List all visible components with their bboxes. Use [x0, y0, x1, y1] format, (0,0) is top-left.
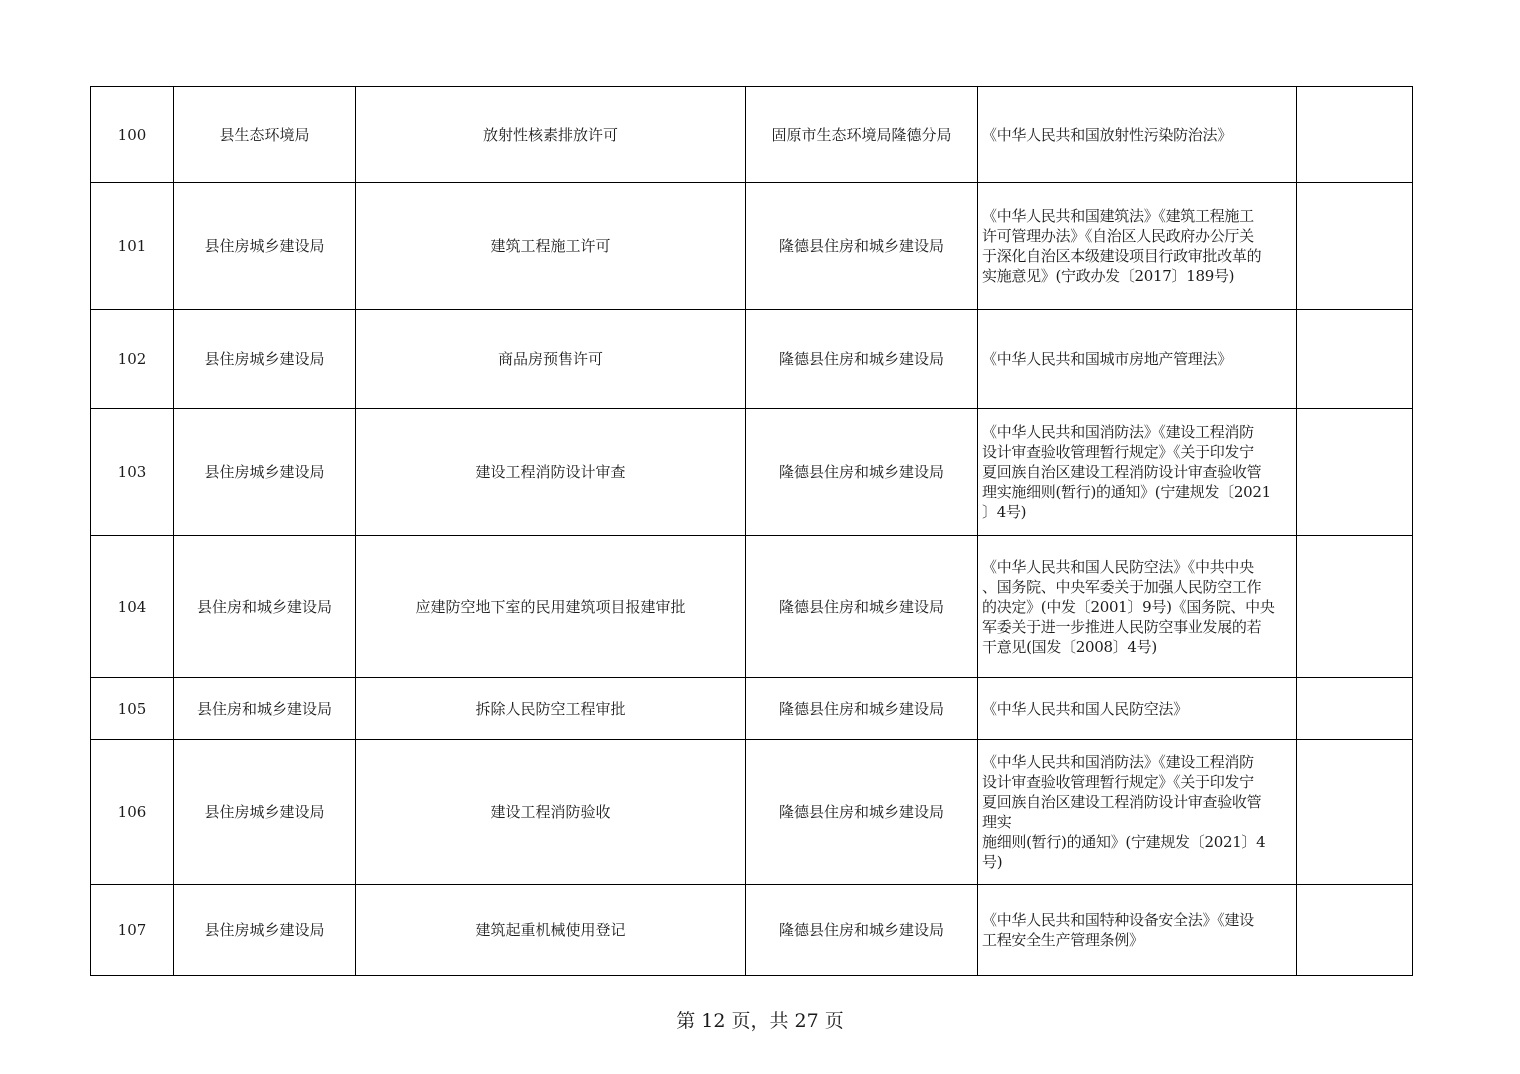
legal-basis-line: 干意见(国发〔2008〕4号) — [982, 637, 1157, 656]
remark-cell — [1297, 409, 1413, 536]
row-number-cell: 104 — [91, 536, 174, 678]
legal-basis-cell — [978, 87, 1297, 183]
legal-basis-line: 理实 — [982, 813, 1012, 831]
legal-basis-line: 理实施细则(暂行)的通知》(宁建规发〔2021 — [982, 483, 1271, 501]
remark-cell — [1297, 87, 1413, 183]
table-row — [91, 536, 1413, 678]
legal-basis-cell — [978, 536, 1297, 678]
permit-item-cell: 建筑起重机械使用登记 — [356, 885, 746, 976]
legal-basis-line: 《中华人民共和国建筑法》《建筑工程施工 — [982, 207, 1254, 225]
authority-cell: 隆德县住房和城乡建设局 — [746, 740, 978, 885]
department-cell: 县住房城乡建设局 — [174, 183, 356, 310]
legal-basis-line: 《中华人民共和国消防法》《建设工程消防 — [982, 753, 1254, 771]
legal-basis-line: 、国务院、中央军委关于加强人民防空工作 — [982, 577, 1262, 596]
legal-basis-cell — [978, 409, 1297, 536]
table-row — [91, 885, 1413, 976]
legal-basis-line: 施细则(暂行)的通知》(宁建规发〔2021〕4 — [982, 833, 1266, 851]
permit-item-cell: 商品房预售许可 — [356, 310, 746, 409]
permit-item-cell: 应建防空地下室的民用建筑项目报建审批 — [356, 536, 746, 678]
permit-item-cell: 建设工程消防验收 — [356, 740, 746, 885]
row-number-cell: 103 — [91, 409, 174, 536]
remark-cell — [1297, 885, 1413, 976]
table-row — [91, 409, 1413, 536]
legal-basis-line: 〕4号) — [982, 503, 1027, 521]
legal-basis-line: 《中华人民共和国特种设备安全法》《建设 — [982, 911, 1254, 929]
authority-cell: 隆德县住房和城乡建设局 — [746, 310, 978, 409]
table-row — [91, 740, 1413, 885]
permit-item-cell: 放射性核素排放许可 — [356, 87, 746, 183]
row-number-cell: 105 — [91, 678, 174, 740]
legal-basis-line: 《中华人民共和国放射性污染防治法》 — [982, 125, 1232, 144]
row-number-cell: 102 — [91, 310, 174, 409]
legal-basis-line: 于深化自治区本级建设项目行政审批改革的 — [982, 247, 1262, 265]
authority-cell: 隆德县住房和城乡建设局 — [746, 678, 978, 740]
row-number-cell: 101 — [91, 183, 174, 310]
remark-cell — [1297, 310, 1413, 409]
remark-cell — [1297, 740, 1413, 885]
authority-cell: 隆德县住房和城乡建设局 — [746, 536, 978, 678]
authority-cell: 隆德县住房和城乡建设局 — [746, 885, 978, 976]
table-row — [91, 87, 1413, 183]
legal-basis-line: 《中华人民共和国消防法》《建设工程消防 — [982, 423, 1254, 441]
department-cell: 县住房城乡建设局 — [174, 885, 356, 976]
legal-basis-line: 《中华人民共和国人民防空法》《中共中央 — [982, 557, 1254, 576]
page-footer: 第 12 页，共 27 页 — [676, 1010, 844, 1032]
department-cell: 县住房和城乡建设局 — [174, 678, 356, 740]
table-row — [91, 183, 1413, 310]
legal-basis-line: 号) — [982, 853, 1003, 871]
authority-cell: 固原市生态环境局隆德分局 — [746, 87, 978, 183]
authority-cell: 隆德县住房和城乡建设局 — [746, 183, 978, 310]
legal-basis-cell — [978, 678, 1297, 740]
department-cell: 县住房城乡建设局 — [174, 409, 356, 536]
department-cell: 县住房城乡建设局 — [174, 310, 356, 409]
legal-basis-line: 设计审查验收管理暂行规定》《关于印发宁 — [982, 773, 1254, 791]
legal-basis-line: 实施意见》(宁政办发〔2017〕189号) — [982, 267, 1235, 285]
legal-basis-line: 《中华人民共和国城市房地产管理法》 — [982, 350, 1232, 368]
permit-item-cell: 建设工程消防设计审查 — [356, 409, 746, 536]
department-cell: 县生态环境局 — [174, 87, 356, 183]
table-row — [91, 678, 1413, 740]
legal-basis-cell — [978, 183, 1297, 310]
legal-basis-line: 夏回族自治区建设工程消防设计审查验收管 — [982, 793, 1262, 811]
remark-cell — [1297, 183, 1413, 310]
remark-cell — [1297, 536, 1413, 678]
legal-basis-line: 军委关于进一步推进人民防空事业发展的若 — [982, 617, 1262, 636]
remark-cell — [1297, 678, 1413, 740]
legal-basis-line: 设计审查验收管理暂行规定》《关于印发宁 — [982, 443, 1254, 461]
authority-cell: 隆德县住房和城乡建设局 — [746, 409, 978, 536]
legal-basis-cell — [978, 310, 1297, 409]
permit-item-cell: 拆除人民防空工程审批 — [356, 678, 746, 740]
legal-basis-cell — [978, 740, 1297, 885]
legal-basis-line: 的决定》(中发〔2001〕9号)《国务院、中央 — [982, 597, 1275, 616]
legal-basis-line: 夏回族自治区建设工程消防设计审查验收管 — [982, 463, 1262, 481]
table-row — [91, 310, 1413, 409]
legal-basis-cell — [978, 885, 1297, 976]
row-number-cell: 107 — [91, 885, 174, 976]
permit-item-cell: 建筑工程施工许可 — [356, 183, 746, 310]
row-number-cell: 106 — [91, 740, 174, 885]
department-cell: 县住房城乡建设局 — [174, 740, 356, 885]
row-number-cell: 100 — [91, 87, 174, 183]
legal-basis-line: 《中华人民共和国人民防空法》 — [982, 699, 1188, 718]
permit-table — [90, 86, 1413, 976]
legal-basis-line: 工程安全生产管理条例》 — [982, 931, 1144, 949]
department-cell: 县住房和城乡建设局 — [174, 536, 356, 678]
legal-basis-line: 许可管理办法》《自治区人民政府办公厅关 — [982, 227, 1254, 245]
